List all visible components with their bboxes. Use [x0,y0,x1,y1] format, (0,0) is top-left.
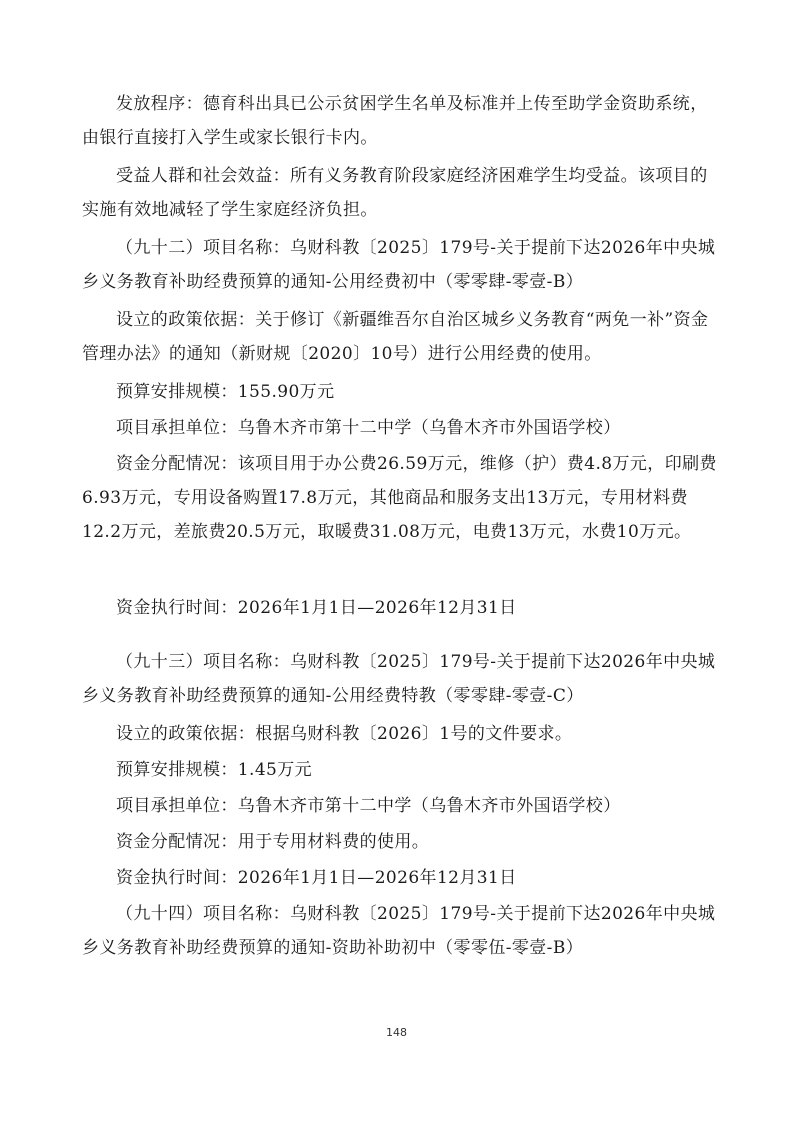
paragraph-project-92-budget: 预算安排规模：155.90万元 [116,382,335,402]
paragraph-project-93-execution-time: 资金执行时间：2026年1月1日—2026年12月31日 [116,868,517,888]
paragraph-issuance-procedure: 发放程序：德育科出具已公示贫困学生名单及标准并上传至助学金资助系统，由银行直接打入学生或家长银行卡内。 [82,94,708,148]
page-number: 148 [386,1026,407,1039]
paragraph-project-94-title: （九十四）项目名称：乌财科教〔2025〕179号-关于提前下达2026年中央城乡义务教育补助经费预算的通知-资助补助初中（零零伍-零壹-B） [82,904,716,958]
paragraph-project-92-execution-time: 资金执行时间：2026年1月1日—2026年12月31日 [116,598,517,618]
paragraph-project-92-unit: 项目承担单位：乌鲁木齐市第十二中学（乌鲁木齐市外国语学校） [116,418,621,438]
paragraph-project-92-allocation: 资金分配情况：该项目用于办公费26.59万元，维修（护）费4.8万元，印刷费6.93万元，专用设备购置17.8万元，其他商品和服务支出13万元，专用材料费12.2万元，差旅费20.5万元，取暖费31.08万元，电费13万元，水费10万元。 [82,454,717,542]
paragraph-beneficiaries: 受益人群和社会效益：所有义务教育阶段家庭经济困难学生均受益。该项目的实施有效地减轻了学生家庭经济负担。 [82,166,708,220]
paragraph-project-92-policy: 设立的政策依据：关于修订《新疆维吾尔自治区城乡义务教育“两免一补”资金管理办法》的通知（新财规〔2020〕10号）进行公用经费的使用。 [82,310,709,364]
paragraph-project-93-unit: 项目承担单位：乌鲁木齐市第十二中学（乌鲁木齐市外国语学校） [116,796,621,816]
paragraph-project-93-allocation: 资金分配情况：用于专用材料费的使用。 [116,832,430,852]
paragraph-project-93-title: （九十三）项目名称：乌财科教〔2025〕179号-关于提前下达2026年中央城乡义务教育补助经费预算的通知-公用经费特教（零零肆-零壹-C） [82,652,716,706]
paragraph-project-93-policy: 设立的政策依据：根据乌财科教〔2026〕1号的文件要求。 [116,724,573,744]
paragraph-project-93-budget: 预算安排规模：1.45万元 [116,760,313,780]
paragraph-project-92-title: （九十二）项目名称：乌财科教〔2025〕179号-关于提前下达2026年中央城乡义务教育补助经费预算的通知-公用经费初中（零零肆-零壹-B） [82,238,716,292]
